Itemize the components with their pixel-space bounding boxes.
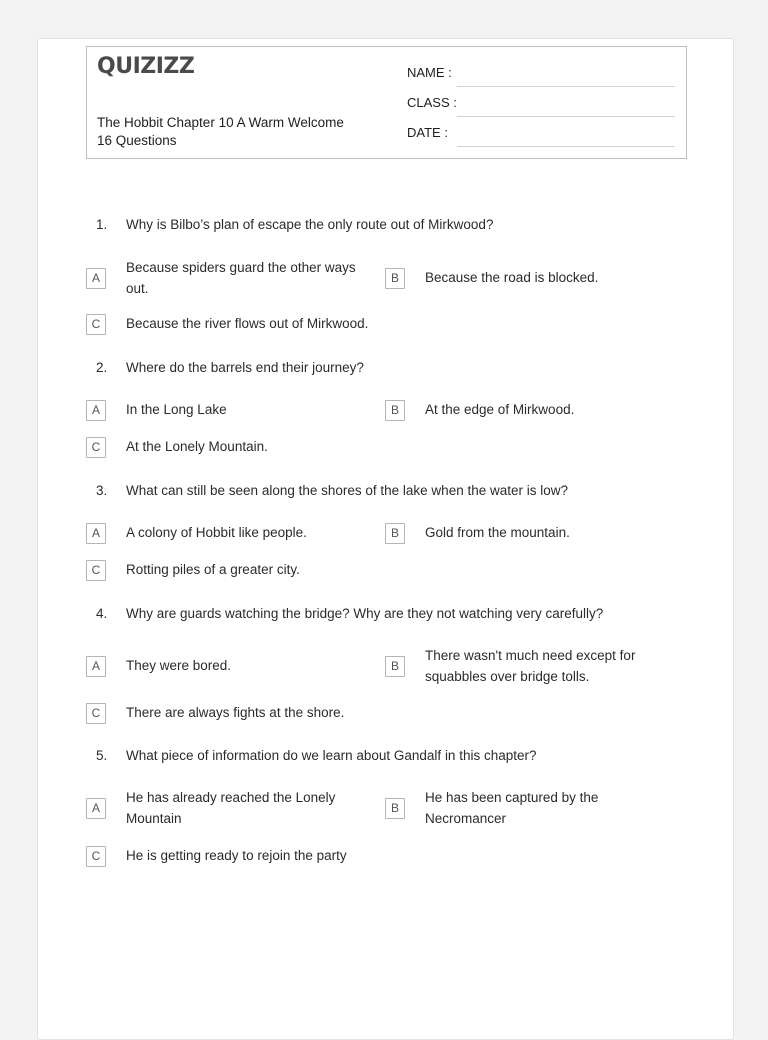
question-text: What can still be seen along the shores of the lake when the water is low? bbox=[126, 483, 568, 498]
option-b-text: Gold from the mountain. bbox=[425, 525, 570, 540]
option-c-box[interactable]: C bbox=[86, 437, 106, 458]
option-b-box[interactable]: B bbox=[385, 400, 405, 421]
option-b-text: He has been captured by the Necromancer bbox=[425, 790, 599, 826]
name-label: NAME : bbox=[407, 65, 452, 80]
option-a-text: He has already reached the Lonely Mountain bbox=[126, 790, 336, 826]
date-label: DATE : bbox=[407, 125, 448, 140]
question-number: 5. bbox=[96, 748, 108, 763]
option-c-box[interactable]: C bbox=[86, 314, 106, 335]
option-a-text: In the Long Lake bbox=[126, 402, 227, 417]
option-b-box[interactable]: B bbox=[385, 798, 405, 819]
option-c-text: He is getting ready to rejoin the party bbox=[126, 848, 347, 863]
option-c-text: Rotting piles of a greater city. bbox=[126, 562, 300, 577]
class-line bbox=[457, 116, 675, 117]
option-b-box[interactable]: B bbox=[385, 268, 405, 289]
name-line bbox=[457, 86, 675, 87]
option-b-text: Because the road is blocked. bbox=[425, 270, 599, 285]
question-number: 4. bbox=[96, 606, 108, 621]
worksheet-header bbox=[86, 46, 687, 159]
worksheet-title: The Hobbit Chapter 10 A Warm Welcome bbox=[97, 115, 344, 130]
option-c-box[interactable]: C bbox=[86, 846, 106, 867]
option-b-box[interactable]: B bbox=[385, 523, 405, 544]
class-label: CLASS : bbox=[407, 95, 457, 110]
option-c-text: At the Lonely Mountain. bbox=[126, 439, 268, 454]
option-a-text: Because spiders guard the other ways out. bbox=[126, 260, 356, 296]
option-a-box[interactable]: A bbox=[86, 656, 106, 677]
option-a-text: A colony of Hobbit like people. bbox=[126, 525, 307, 540]
option-c-box[interactable]: C bbox=[86, 703, 106, 724]
option-a-box[interactable]: A bbox=[86, 268, 106, 289]
option-c-text: There are always fights at the shore. bbox=[126, 705, 345, 720]
option-b-text: There wasn't much need except for squabbles over bridge tolls. bbox=[425, 648, 636, 684]
option-b-box[interactable]: B bbox=[385, 656, 405, 677]
option-a-box[interactable]: A bbox=[86, 400, 106, 421]
option-a-text: They were bored. bbox=[126, 658, 232, 673]
option-c-box[interactable]: C bbox=[86, 560, 106, 581]
option-b-text: At the edge of Mirkwood. bbox=[425, 402, 575, 417]
class-field bbox=[407, 95, 675, 113]
worksheet-page bbox=[37, 38, 734, 1040]
quizizz-logo: QUIZIZZ bbox=[97, 54, 195, 79]
question-text: Why are guards watching the bridge? Why are they not watching very carefully? bbox=[126, 606, 604, 621]
question-count: 16 Questions bbox=[97, 133, 177, 148]
question-number: 2. bbox=[96, 360, 108, 375]
question-number: 3. bbox=[96, 483, 108, 498]
option-c-text: Because the river flows out of Mirkwood. bbox=[126, 316, 369, 331]
option-a-box[interactable]: A bbox=[86, 798, 106, 819]
date-field bbox=[407, 125, 675, 143]
question-text: Where do the barrels end their journey? bbox=[126, 360, 364, 375]
option-a-box[interactable]: A bbox=[86, 523, 106, 544]
question-number: 1. bbox=[96, 217, 108, 232]
name-field bbox=[407, 65, 675, 83]
date-line bbox=[457, 146, 675, 147]
question-text: Why is Bilbo’s plan of escape the only route out of Mirkwood? bbox=[126, 217, 494, 232]
question-text: What piece of information do we learn about Gandalf in this chapter? bbox=[126, 748, 537, 763]
